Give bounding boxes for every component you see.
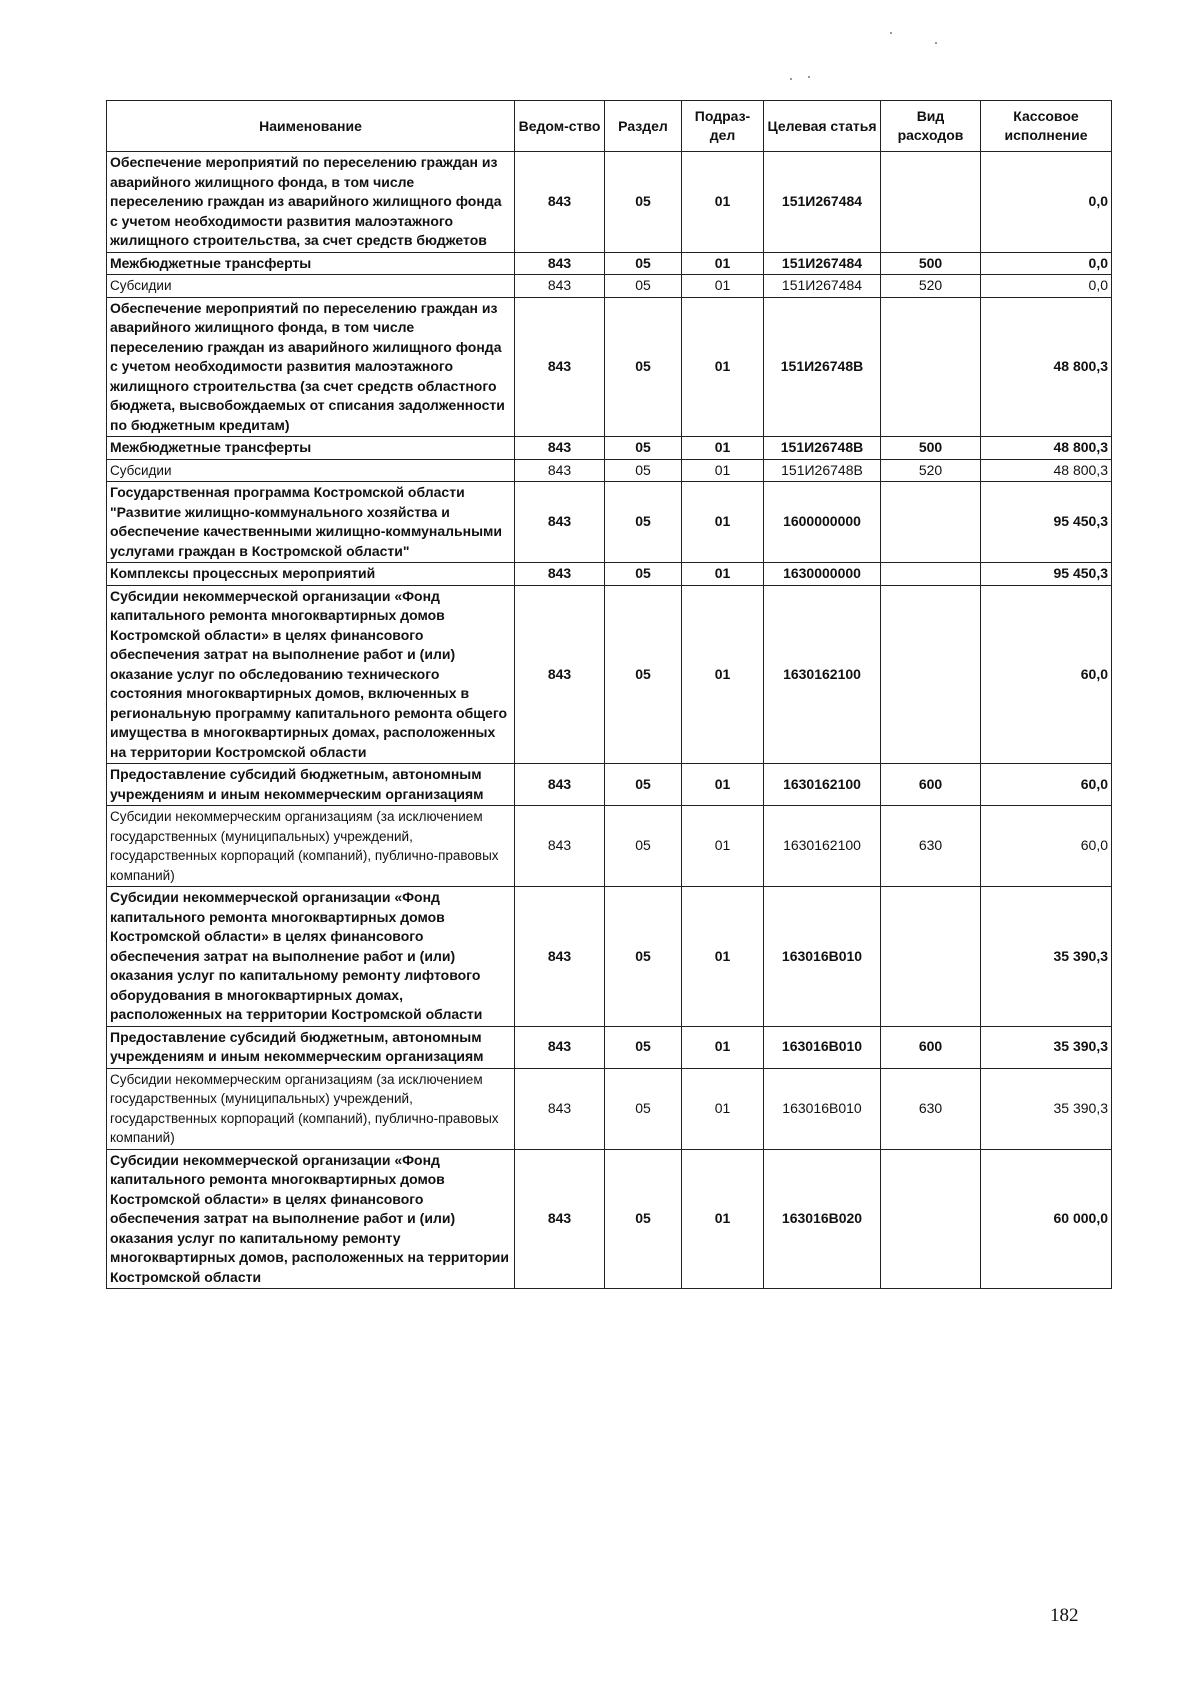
- row-target-item: 151И267484: [764, 275, 881, 298]
- row-execution: 48 800,3: [981, 437, 1112, 460]
- row-execution: 95 450,3: [981, 563, 1112, 586]
- row-department: 843: [515, 152, 605, 253]
- row-name: Комплексы процессных мероприятий: [107, 563, 515, 586]
- scan-speck: [808, 76, 810, 78]
- page-number: 182: [1050, 1605, 1079, 1626]
- row-section: 05: [605, 806, 682, 887]
- row-expense-type: [881, 1149, 981, 1289]
- row-execution: 48 800,3: [981, 459, 1112, 482]
- table-row: [107, 152, 1112, 253]
- row-expense-type: 500: [881, 437, 981, 460]
- row-section: 05: [605, 1149, 682, 1289]
- row-target-item: 1630162100: [764, 764, 881, 806]
- row-subsection: 01: [682, 1026, 764, 1068]
- table-row: [107, 252, 1112, 275]
- row-subsection: 01: [682, 437, 764, 460]
- row-section: 05: [605, 437, 682, 460]
- row-name: Обеспечение мероприятий по переселению граждан из аварийного жилищного фонда, в том числе переселению граждан из аварийного жилищного фонда с учетом необходимости развития малоэтажного жилищного строительства, за счет средств бюджетов: [107, 152, 515, 253]
- row-target-item: 163016В010: [764, 1026, 881, 1068]
- row-execution: 60,0: [981, 806, 1112, 887]
- row-subsection: 01: [682, 887, 764, 1027]
- row-department: 843: [515, 1026, 605, 1068]
- table-row: [107, 887, 1112, 1027]
- row-section: 05: [605, 887, 682, 1027]
- row-name: Государственная программа Костромской области "Развитие жилищно-коммунального хозяйства и обеспечение качественными жилищно-коммунальными услугами граждан в Костромской области": [107, 482, 515, 563]
- table-header-row: [107, 101, 1112, 152]
- budget-execution-table: [106, 100, 1112, 1289]
- row-subsection: 01: [682, 563, 764, 586]
- table-row: [107, 585, 1112, 764]
- row-target-item: 151И267484: [764, 152, 881, 253]
- row-name: Субсидии: [107, 275, 515, 298]
- row-expense-type: [881, 887, 981, 1027]
- row-department: 843: [515, 297, 605, 437]
- row-department: 843: [515, 459, 605, 482]
- row-section: 05: [605, 459, 682, 482]
- row-expense-type: [881, 563, 981, 586]
- scan-speck: [935, 42, 937, 44]
- row-name: Субсидии некоммерческой организации «Фонд капитального ремонта многоквартирных домов Костромской области» в целях финансового обеспечения затрат на выполнение работ и (или) оказание услуг по обследованию технического состояния многоквартирных домов, включенных в региональную программу капитального ремонта общего имущества в многоквартирных домах, расположенных на территории Костромской области: [107, 585, 515, 764]
- header-subsection: Подраз-дел: [682, 101, 764, 152]
- row-name: Субсидии некоммерческой организации «Фонд капитального ремонта многоквартирных домов Костромской области» в целях финансового обеспечения затрат на выполнение работ и (или) оказания услуг по капитальному ремонту лифтового оборудования в многоквартирных домах, расположенных на территории Костромской области: [107, 887, 515, 1027]
- row-section: 05: [605, 1026, 682, 1068]
- row-expense-type: 520: [881, 459, 981, 482]
- row-department: 843: [515, 887, 605, 1027]
- row-department: 843: [515, 482, 605, 563]
- row-name: Субсидии некоммерческим организациям (за исключением государственных (муниципальных) учреждений, государственных корпораций (компаний), публично-правовых компаний): [107, 1068, 515, 1149]
- row-department: 843: [515, 585, 605, 764]
- row-subsection: 01: [682, 1149, 764, 1289]
- table-row: [107, 1149, 1112, 1289]
- row-execution: 60,0: [981, 764, 1112, 806]
- row-name: Обеспечение мероприятий по переселению граждан из аварийного жилищного фонда, в том числе переселению граждан из аварийного жилищного фонда с учетом необходимости развития малоэтажного жилищного строительства (за счет средств областного бюджета, высвобождаемых от списания задолженности по бюджетным кредитам): [107, 297, 515, 437]
- row-subsection: 01: [682, 806, 764, 887]
- row-section: 05: [605, 152, 682, 253]
- row-target-item: 151И26748В: [764, 459, 881, 482]
- row-department: 843: [515, 806, 605, 887]
- table-row: [107, 806, 1112, 887]
- row-expense-type: 600: [881, 764, 981, 806]
- row-name: Предоставление субсидий бюджетным, автономным учреждениям и иным некоммерческим организациям: [107, 764, 515, 806]
- row-expense-type: [881, 482, 981, 563]
- header-expense-type: Вид расходов: [881, 101, 981, 152]
- row-target-item: 1600000000: [764, 482, 881, 563]
- table-row: [107, 764, 1112, 806]
- row-subsection: 01: [682, 585, 764, 764]
- row-department: 843: [515, 275, 605, 298]
- row-department: 843: [515, 437, 605, 460]
- header-target-item: Целевая статья: [764, 101, 881, 152]
- row-section: 05: [605, 563, 682, 586]
- row-subsection: 01: [682, 252, 764, 275]
- row-name: Субсидии некоммерческой организации «Фонд капитального ремонта многоквартирных домов Костромской области» в целях финансового обеспечения затрат на выполнение работ и (или) оказания услуг по капитальному ремонту многоквартирных домов, расположенных на территории Костромской области: [107, 1149, 515, 1289]
- row-expense-type: [881, 297, 981, 437]
- table-row: [107, 482, 1112, 563]
- row-subsection: 01: [682, 1068, 764, 1149]
- row-execution: 60 000,0: [981, 1149, 1112, 1289]
- row-section: 05: [605, 1068, 682, 1149]
- row-section: 05: [605, 275, 682, 298]
- row-section: 05: [605, 252, 682, 275]
- row-department: 843: [515, 1068, 605, 1149]
- row-name: Предоставление субсидий бюджетным, автономным учреждениям и иным некоммерческим организациям: [107, 1026, 515, 1068]
- scan-speck: [790, 78, 792, 80]
- row-department: 843: [515, 1149, 605, 1289]
- row-subsection: 01: [682, 152, 764, 253]
- header-section: Раздел: [605, 101, 682, 152]
- row-name: Межбюджетные трансферты: [107, 252, 515, 275]
- header-name: Наименование: [107, 101, 515, 152]
- row-execution: 60,0: [981, 585, 1112, 764]
- row-section: 05: [605, 764, 682, 806]
- header-department: Ведом-ство: [515, 101, 605, 152]
- table-row: [107, 297, 1112, 437]
- row-target-item: 151И26748В: [764, 297, 881, 437]
- row-execution: 48 800,3: [981, 297, 1112, 437]
- row-name: Субсидии: [107, 459, 515, 482]
- row-expense-type: 630: [881, 806, 981, 887]
- scan-speck: [890, 32, 892, 34]
- row-execution: 35 390,3: [981, 1026, 1112, 1068]
- row-execution: 95 450,3: [981, 482, 1112, 563]
- row-target-item: 163016В010: [764, 887, 881, 1027]
- row-subsection: 01: [682, 459, 764, 482]
- table-row: [107, 437, 1112, 460]
- row-expense-type: [881, 152, 981, 253]
- row-expense-type: 630: [881, 1068, 981, 1149]
- row-section: 05: [605, 482, 682, 563]
- row-expense-type: 520: [881, 275, 981, 298]
- row-subsection: 01: [682, 764, 764, 806]
- row-department: 843: [515, 252, 605, 275]
- table-row: [107, 275, 1112, 298]
- row-department: 843: [515, 764, 605, 806]
- row-subsection: 01: [682, 275, 764, 298]
- row-name: Межбюджетные трансферты: [107, 437, 515, 460]
- row-expense-type: 500: [881, 252, 981, 275]
- row-target-item: 1630162100: [764, 806, 881, 887]
- row-target-item: 151И267484: [764, 252, 881, 275]
- row-subsection: 01: [682, 297, 764, 437]
- table-row: [107, 459, 1112, 482]
- table-row: [107, 1026, 1112, 1068]
- table-row: [107, 1068, 1112, 1149]
- row-name: Субсидии некоммерческим организациям (за исключением государственных (муниципальных) учреждений, государственных корпораций (компаний), публично-правовых компаний): [107, 806, 515, 887]
- row-execution: 0,0: [981, 252, 1112, 275]
- row-target-item: 151И26748В: [764, 437, 881, 460]
- header-execution: Кассовое исполнение: [981, 101, 1112, 152]
- row-target-item: 163016В010: [764, 1068, 881, 1149]
- row-execution: 0,0: [981, 152, 1112, 253]
- row-target-item: 1630162100: [764, 585, 881, 764]
- row-subsection: 01: [682, 482, 764, 563]
- table-row: [107, 563, 1112, 586]
- row-section: 05: [605, 585, 682, 764]
- row-expense-type: 600: [881, 1026, 981, 1068]
- row-department: 843: [515, 563, 605, 586]
- row-execution: 35 390,3: [981, 1068, 1112, 1149]
- row-target-item: 1630000000: [764, 563, 881, 586]
- row-execution: 0,0: [981, 275, 1112, 298]
- row-execution: 35 390,3: [981, 887, 1112, 1027]
- row-target-item: 163016В020: [764, 1149, 881, 1289]
- row-expense-type: [881, 585, 981, 764]
- row-section: 05: [605, 297, 682, 437]
